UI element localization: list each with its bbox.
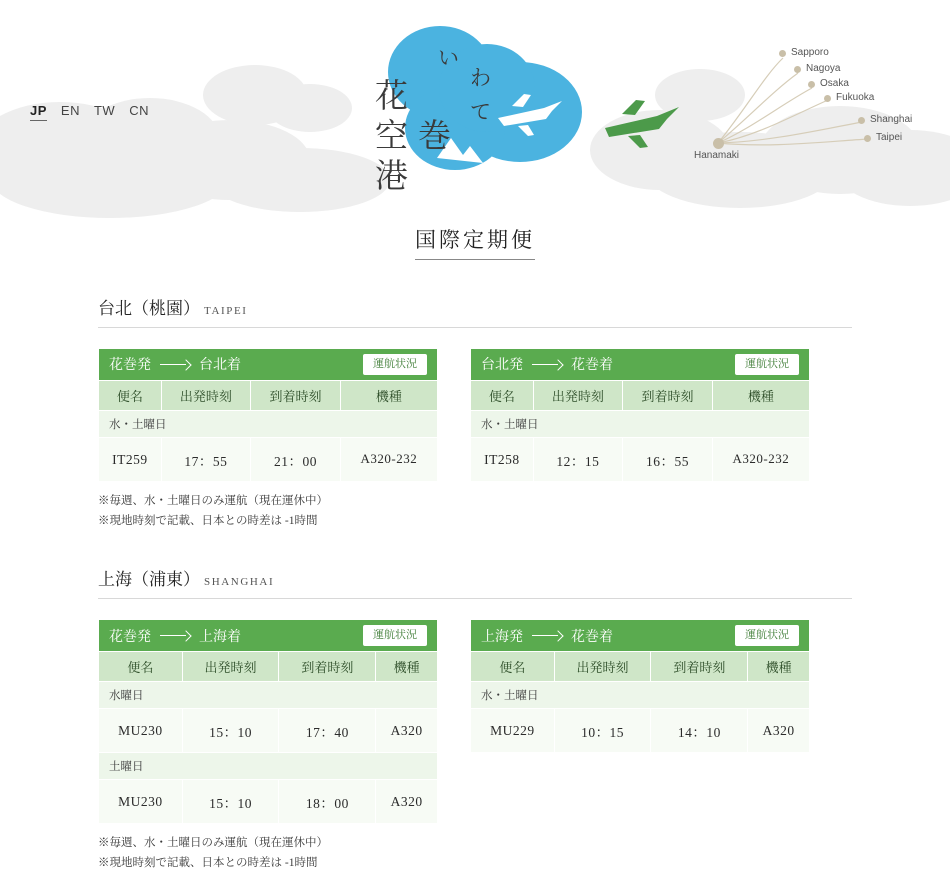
logo-char-i: い bbox=[438, 46, 459, 70]
cell-flight: IT258 bbox=[471, 438, 534, 482]
table-row bbox=[99, 780, 438, 824]
section-heading-shanghai bbox=[98, 565, 852, 599]
band-destination: 上海着 bbox=[199, 629, 241, 645]
map-label-nagoya: Nagoya bbox=[806, 63, 841, 74]
table-band bbox=[99, 349, 438, 381]
arrow-right-icon bbox=[532, 631, 562, 640]
col-flight: 便名 bbox=[99, 381, 162, 411]
map-label-sapporo: Sapporo bbox=[791, 47, 829, 58]
cell-arr: 18：00 bbox=[279, 780, 376, 824]
day-note-row bbox=[99, 411, 438, 438]
section-heading-jp: 上海（浦東） bbox=[98, 570, 200, 590]
band-destination: 花巻着 bbox=[571, 358, 613, 374]
cell-model: A320 bbox=[748, 709, 810, 753]
cell-arr: 21：00 bbox=[251, 438, 341, 482]
day-note: 水・土曜日 bbox=[471, 682, 810, 709]
col-flight: 便名 bbox=[471, 652, 555, 682]
schedule-table bbox=[470, 619, 810, 753]
table-hanamaki-to-shanghai bbox=[98, 619, 438, 873]
table-header-row bbox=[99, 652, 438, 682]
table-band bbox=[99, 620, 438, 652]
band-origin: 花巻発 bbox=[109, 629, 151, 645]
col-dep: 出発時刻 bbox=[533, 381, 623, 411]
cell-flight: MU230 bbox=[99, 709, 183, 753]
lang-link-tw[interactable]: TW bbox=[93, 103, 116, 118]
route-map bbox=[680, 35, 930, 165]
cell-flight: MU230 bbox=[99, 780, 183, 824]
map-label-hanamaki: Hanamaki bbox=[694, 150, 740, 161]
band-origin: 台北発 bbox=[481, 358, 523, 374]
map-label-taipei: Taipei bbox=[876, 132, 903, 143]
arrow-right-icon bbox=[160, 631, 190, 640]
section-heading-rom: TAIPEI bbox=[204, 305, 248, 317]
section-shanghai bbox=[0, 565, 950, 873]
band-destination: 台北着 bbox=[199, 358, 241, 374]
cell-dep: 12：15 bbox=[533, 438, 623, 482]
site-logo[interactable] bbox=[360, 18, 600, 195]
cell-dep: 17：55 bbox=[161, 438, 251, 482]
col-arr: 到着時刻 bbox=[651, 652, 748, 682]
table-taipei-to-hanamaki bbox=[470, 348, 810, 531]
col-dep: 出発時刻 bbox=[161, 381, 251, 411]
day-note-row bbox=[99, 682, 438, 709]
band-origin: 上海発 bbox=[481, 629, 523, 645]
flight-status-button[interactable]: 運航状況 bbox=[735, 354, 799, 374]
note-line: ※現地時刻で記載、日本との時差は -1時間 bbox=[98, 514, 318, 527]
day-note: 水曜日 bbox=[99, 682, 438, 709]
map-dot-nagoya bbox=[794, 66, 801, 73]
arrow-right-icon bbox=[160, 360, 190, 369]
cell-flight: IT259 bbox=[99, 438, 162, 482]
day-note-row bbox=[471, 411, 810, 438]
logo-char-wa: わ bbox=[470, 66, 491, 90]
col-model: 機種 bbox=[712, 381, 809, 411]
cell-flight: MU229 bbox=[471, 709, 555, 753]
cell-dep: 15：10 bbox=[182, 709, 279, 753]
table-row bbox=[99, 709, 438, 753]
schedule-table bbox=[98, 348, 438, 482]
flight-status-button[interactable]: 運航状況 bbox=[363, 354, 427, 374]
table-header-row bbox=[471, 652, 810, 682]
table-header-row bbox=[99, 381, 438, 411]
cell-model: A320-232 bbox=[340, 438, 437, 482]
logo-char-kuu: 空 bbox=[375, 119, 408, 155]
map-dot-osaka bbox=[808, 81, 815, 88]
tables-row-taipei bbox=[98, 348, 852, 531]
lang-link-cn[interactable]: CN bbox=[129, 103, 149, 118]
cell-model: A320 bbox=[376, 709, 438, 753]
map-dot-hanamaki bbox=[713, 138, 724, 149]
site-header bbox=[0, 0, 950, 200]
note-line: ※毎週、水・土曜日のみ運航（現在運休中） bbox=[98, 495, 328, 507]
col-dep: 出発時刻 bbox=[554, 652, 651, 682]
page-title-text: 国際定期便 bbox=[415, 228, 535, 260]
col-arr: 到着時刻 bbox=[279, 652, 376, 682]
schedule-table bbox=[98, 619, 438, 824]
logo-char-maki: 巻 bbox=[418, 119, 451, 155]
col-flight: 便名 bbox=[99, 652, 183, 682]
logo-char-hana: 花 bbox=[375, 79, 408, 115]
table-band bbox=[471, 620, 810, 652]
notes-shanghai bbox=[98, 834, 438, 873]
section-heading-rom: SHANGHAI bbox=[204, 576, 275, 589]
table-band bbox=[471, 349, 810, 381]
section-heading-jp: 台北（桃園） bbox=[98, 299, 200, 318]
col-arr: 到着時刻 bbox=[251, 381, 341, 411]
cell-dep: 15：10 bbox=[182, 780, 279, 824]
day-note: 土曜日 bbox=[99, 753, 438, 780]
flight-status-button[interactable]: 運航状況 bbox=[735, 625, 799, 645]
table-hanamaki-to-taipei bbox=[98, 348, 438, 531]
day-note-row bbox=[99, 753, 438, 780]
map-label-osaka: Osaka bbox=[820, 78, 849, 89]
logo-char-kou: 港 bbox=[375, 159, 408, 195]
map-label-shanghai: Shanghai bbox=[870, 114, 913, 125]
arrow-right-icon bbox=[532, 360, 562, 369]
table-header-row bbox=[471, 381, 810, 411]
day-note: 水・土曜日 bbox=[471, 411, 810, 438]
table-row bbox=[471, 438, 810, 482]
section-taipei bbox=[0, 294, 950, 531]
col-model: 機種 bbox=[376, 652, 438, 682]
cell-dep: 10：15 bbox=[554, 709, 651, 753]
note-line: ※毎週、水・土曜日のみ運航（現在運休中） bbox=[98, 837, 328, 850]
col-arr: 到着時刻 bbox=[623, 381, 713, 411]
cell-model: A320 bbox=[376, 780, 438, 824]
col-dep: 出発時刻 bbox=[182, 652, 279, 682]
flight-status-button[interactable]: 運航状況 bbox=[363, 625, 427, 645]
map-dot-taipei bbox=[864, 135, 871, 142]
table-shanghai-to-hanamaki bbox=[470, 619, 810, 873]
language-nav[interactable] bbox=[30, 103, 149, 121]
cell-arr: 14：10 bbox=[651, 709, 748, 753]
col-model: 機種 bbox=[748, 652, 810, 682]
lang-link-jp[interactable]: JP bbox=[30, 103, 47, 121]
map-dot-shanghai bbox=[858, 117, 865, 124]
day-note: 水・土曜日 bbox=[99, 411, 438, 438]
note-line: ※現地時刻で記載、日本との時差は -1時間 bbox=[98, 856, 318, 869]
cell-model: A320-232 bbox=[712, 438, 809, 482]
band-origin: 花巻発 bbox=[109, 358, 151, 374]
table-row bbox=[99, 438, 438, 482]
page-title bbox=[0, 224, 950, 260]
cell-arr: 16：55 bbox=[623, 438, 713, 482]
map-dot-sapporo bbox=[779, 50, 786, 57]
map-label-fukuoka: Fukuoka bbox=[836, 92, 875, 103]
lang-link-en[interactable]: EN bbox=[60, 103, 80, 118]
band-destination: 花巻着 bbox=[571, 629, 613, 645]
col-flight: 便名 bbox=[471, 381, 534, 411]
cell-arr: 17：40 bbox=[279, 709, 376, 753]
section-heading-taipei bbox=[98, 294, 852, 328]
schedule-table bbox=[470, 348, 810, 482]
day-note-row bbox=[471, 682, 810, 709]
map-dot-fukuoka bbox=[824, 95, 831, 102]
tables-row-shanghai bbox=[98, 619, 852, 873]
col-model: 機種 bbox=[340, 381, 437, 411]
logo-char-te: て bbox=[470, 100, 491, 124]
table-row bbox=[471, 709, 810, 753]
notes-taipei bbox=[98, 492, 438, 531]
